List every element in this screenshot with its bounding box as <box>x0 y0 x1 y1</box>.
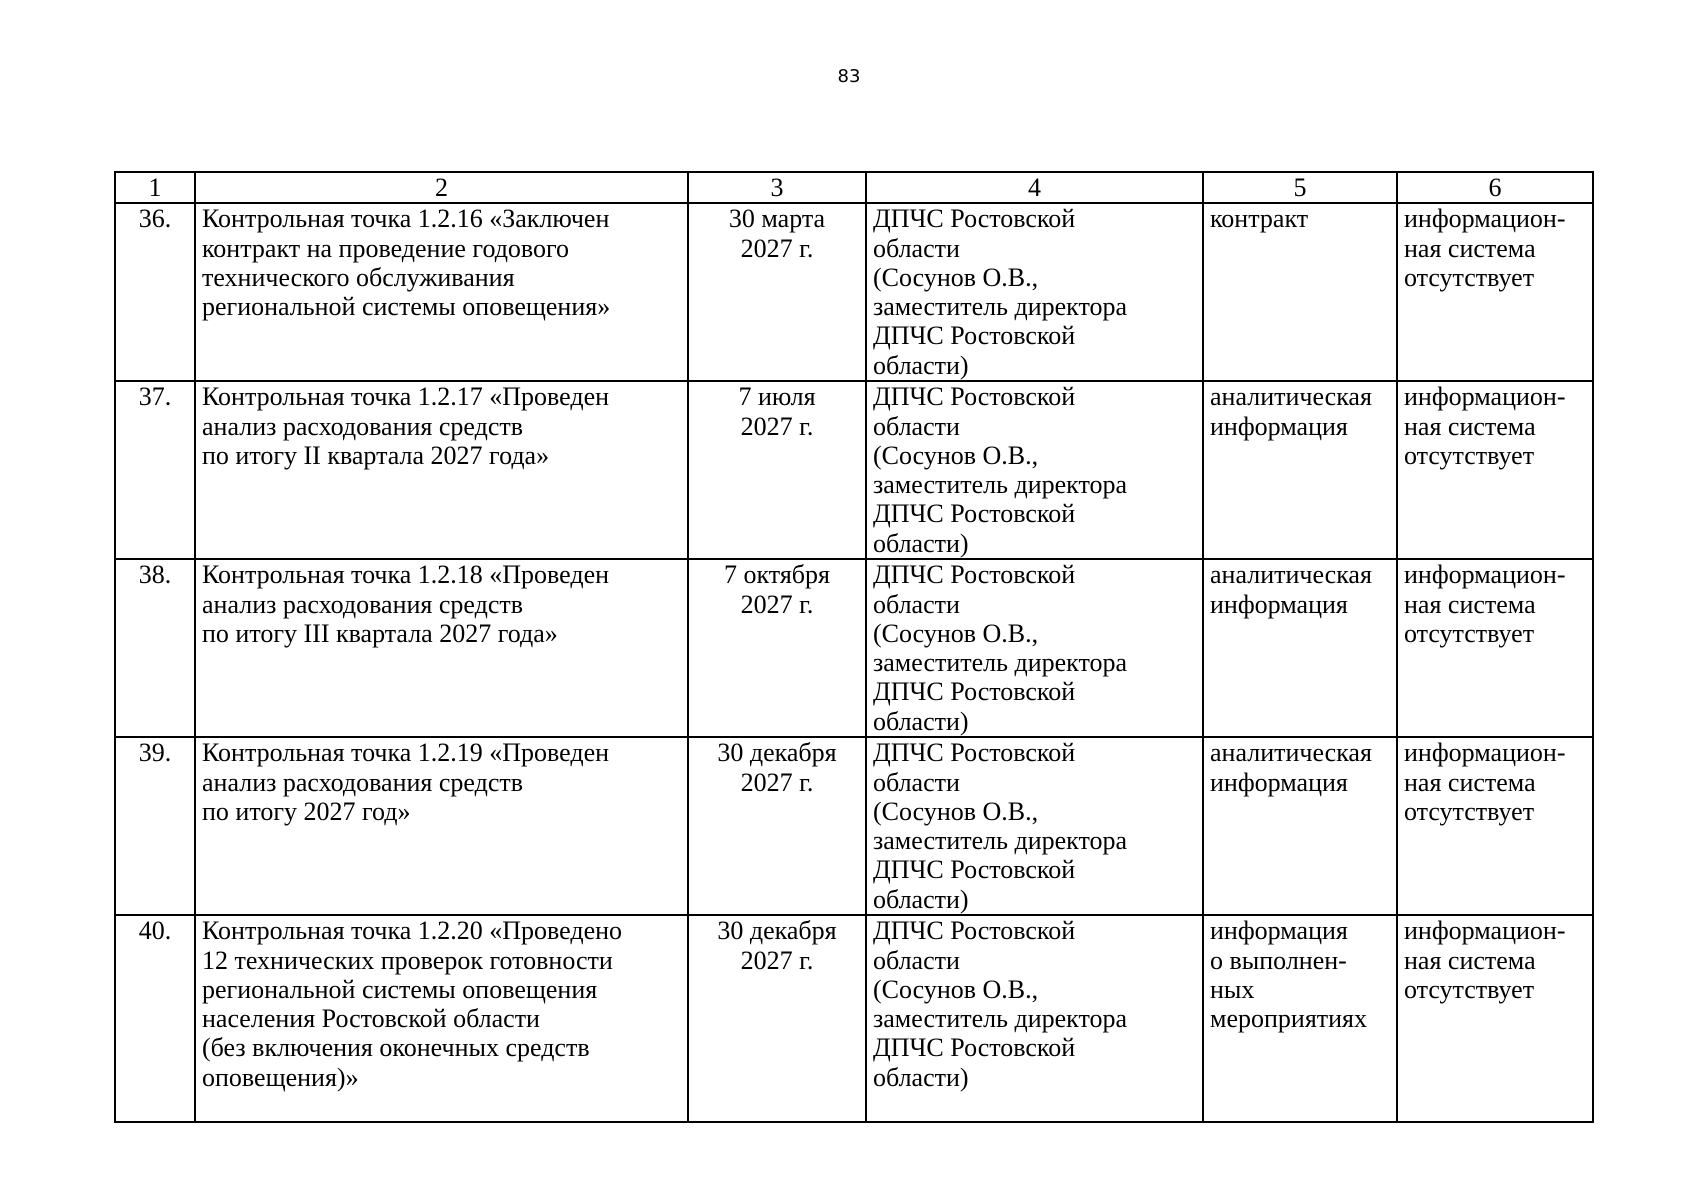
row-number: 36. <box>115 203 195 381</box>
column-number-3: 3 <box>688 172 866 203</box>
responsible-executor: ДПЧС Ростовской области (Сосунов О.В., заместитель директора ДПЧС Ростовской области) <box>866 203 1203 381</box>
responsible-executor: ДПЧС Ростовской области (Сосунов О.В., заместитель директора ДПЧС Ростовской области) <box>866 737 1203 915</box>
column-number-5: 5 <box>1203 172 1397 203</box>
table-row <box>115 559 1593 737</box>
responsible-executor: ДПЧС Ростовской области (Сосунов О.В., заместитель директора ДПЧС Ростовской области) <box>866 559 1203 737</box>
deadline-date: 30 декабря 2027 г. <box>688 737 866 915</box>
confirming-document: аналитическая информация <box>1203 737 1397 915</box>
column-number-1: 1 <box>115 172 195 203</box>
confirming-document: аналитическая информация <box>1203 381 1397 559</box>
event-name: Контрольная точка 1.2.20 «Проведено 12 технических проверок готовности региональной системы оповещения населения Ростовской области (без включения оконечных средств оповещения)» <box>195 915 688 1122</box>
confirming-document: информация о выполнен- ных мероприятиях <box>1203 915 1397 1122</box>
information-system: информацион- ная система отсутствует <box>1397 915 1593 1122</box>
column-number-6: 6 <box>1397 172 1593 203</box>
column-number-4: 4 <box>866 172 1203 203</box>
responsible-executor: ДПЧС Ростовской области (Сосунов О.В., заместитель директора ДПЧС Ростовской области) <box>866 915 1203 1122</box>
deadline-date: 7 июля 2027 г. <box>688 381 866 559</box>
control-points-table <box>114 171 1594 1123</box>
information-system: информацион- ная система отсутствует <box>1397 381 1593 559</box>
table-row <box>115 381 1593 559</box>
confirming-document: аналитическая информация <box>1203 559 1397 737</box>
row-number: 39. <box>115 737 195 915</box>
page-number: 83 <box>837 66 861 87</box>
confirming-document: контракт <box>1203 203 1397 381</box>
table-row <box>115 915 1593 1122</box>
row-number: 37. <box>115 381 195 559</box>
information-system: информацион- ная система отсутствует <box>1397 559 1593 737</box>
deadline-date: 30 декабря 2027 г. <box>688 915 866 1122</box>
table-row <box>115 737 1593 915</box>
row-number: 40. <box>115 915 195 1122</box>
information-system: информацион- ная система отсутствует <box>1397 737 1593 915</box>
column-number-2: 2 <box>195 172 688 203</box>
deadline-date: 7 октября 2027 г. <box>688 559 866 737</box>
event-name: Контрольная точка 1.2.19 «Проведен анализ расходования средств по итогу 2027 год» <box>195 737 688 915</box>
row-number: 38. <box>115 559 195 737</box>
responsible-executor: ДПЧС Ростовской области (Сосунов О.В., заместитель директора ДПЧС Ростовской области) <box>866 381 1203 559</box>
event-name: Контрольная точка 1.2.17 «Проведен анализ расходования средств по итогу II квартала 2027 года» <box>195 381 688 559</box>
table-header-row <box>115 172 1593 203</box>
event-name: Контрольная точка 1.2.16 «Заключен контракт на проведение годового технического обслуживания региональной системы оповещения» <box>195 203 688 381</box>
deadline-date: 30 марта 2027 г. <box>688 203 866 381</box>
information-system: информацион- ная система отсутствует <box>1397 203 1593 381</box>
table-row <box>115 203 1593 381</box>
event-name: Контрольная точка 1.2.18 «Проведен анализ расходования средств по итогу III квартала 2027 года» <box>195 559 688 737</box>
